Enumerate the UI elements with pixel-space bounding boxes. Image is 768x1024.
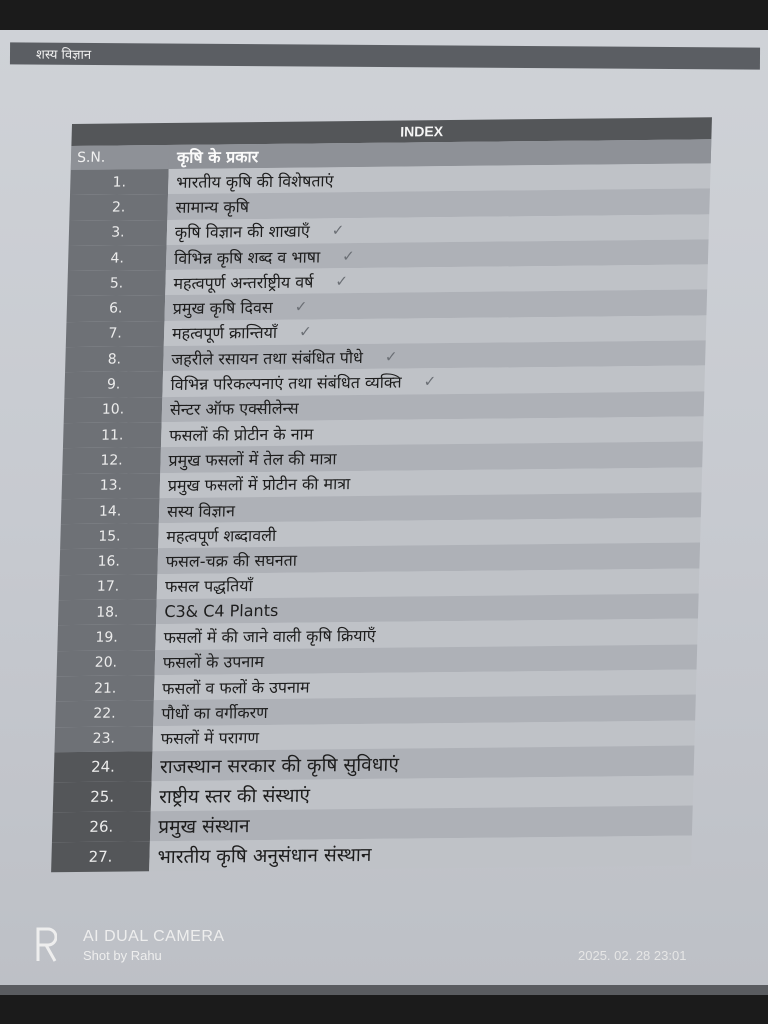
row-serial-number: 13. — [62, 473, 161, 499]
row-serial-number: 27. — [51, 841, 150, 872]
row-topic-text: प्रमुख कृषि दिवस — [172, 298, 274, 319]
row-topic-text: फसलों में परागण — [160, 728, 260, 749]
row-serial-number: 5. — [67, 270, 166, 296]
index-table — [51, 117, 712, 872]
row-serial-number: 18. — [58, 599, 157, 625]
row-topic-text: महत्वपूर्ण अन्तर्राष्ट्रीय वर्ष — [173, 272, 314, 293]
row-serial-number: 3. — [69, 220, 168, 246]
row-serial-number: 4. — [68, 245, 167, 271]
row-topic-text: राष्ट्रीय स्तर की संस्थाएं — [158, 784, 311, 808]
row-serial-number: 10. — [64, 397, 163, 423]
name-column-header: कृषि के प्रकार — [169, 139, 712, 169]
row-serial-number: 23. — [54, 726, 153, 752]
photo-timestamp: 2025. 02. 28 23:01 — [578, 948, 687, 963]
row-serial-number: 20. — [57, 650, 156, 676]
checkmark-icon: ✓ — [423, 372, 437, 391]
row-topic-text: महत्वपूर्ण शब्दावली — [166, 525, 277, 546]
row-topic-text: कृषि विज्ञान की शाखाएँ — [174, 221, 310, 243]
row-topic — [149, 835, 692, 871]
checkmark-icon: ✓ — [294, 297, 308, 316]
row-topic-text: C3& C4 Plants — [164, 601, 279, 622]
checkmark-icon: ✓ — [384, 347, 398, 366]
row-topic-text: सामान्य कृषि — [175, 197, 250, 217]
row-topic-text: सेन्टर ऑफ एक्सीलेन्स — [169, 398, 299, 420]
row-serial-number: 17. — [59, 574, 158, 600]
row-serial-number: 22. — [55, 700, 154, 726]
checkmark-icon: ✓ — [298, 322, 312, 342]
index-title: INDEX — [400, 123, 444, 140]
row-serial-number: 15. — [60, 523, 159, 549]
realme-logo-icon — [35, 925, 57, 963]
row-serial-number: 21. — [56, 675, 155, 701]
row-topic-text: फसलों की प्रोटीन के नाम — [169, 424, 314, 445]
row-serial-number: 7. — [66, 321, 165, 347]
row-topic-text: भारतीय कृषि की विशेषताएं — [176, 170, 334, 192]
page-bottom-strip — [0, 985, 768, 995]
row-topic-text: प्रमुख संस्थान — [158, 815, 250, 838]
row-serial-number: 11. — [63, 422, 162, 448]
row-topic-text: महत्वपूर्ण क्रान्तियाँ — [171, 323, 278, 344]
row-topic-text: फसल-चक्र की सघनता — [165, 550, 298, 572]
row-topic-text: जहरीले रसायन तथा संबंधित पौधे — [171, 347, 364, 369]
row-topic-text: राजस्थान सरकार की कृषि सुविधाएं — [159, 753, 400, 778]
row-serial-number: 12. — [62, 447, 161, 473]
checkmark-icon: ✓ — [331, 221, 345, 240]
row-serial-number: 1. — [70, 169, 169, 195]
row-serial-number: 6. — [66, 296, 165, 322]
checkmark-icon: ✓ — [341, 246, 356, 265]
row-serial-number: 26. — [52, 811, 151, 842]
row-serial-number: 25. — [53, 781, 152, 812]
row-topic-text: फसलों में की जाने वाली कृषि क्रियाएँ — [163, 625, 376, 648]
row-topic-text: प्रमुख फसलों में तेल की मात्रा — [168, 449, 337, 470]
row-topic-text: फसलों के उपनाम — [162, 652, 265, 673]
row-topic-text: सस्य विज्ञान — [166, 500, 236, 521]
shot-by-label: Shot by Rahu — [83, 948, 162, 963]
row-serial-number: 16. — [59, 549, 158, 575]
row-serial-number: 2. — [69, 194, 168, 220]
checkmark-icon: ✓ — [335, 271, 349, 291]
row-serial-number: 19. — [57, 624, 156, 650]
sn-column-header: S.N. — [71, 145, 170, 170]
row-topic-text: विभिन्न कृषि शब्द व भाषा — [173, 246, 321, 268]
row-serial-number: 9. — [64, 371, 163, 397]
row-topic-text: विभिन्न परिकल्पनाएं तथा संबंधित व्यक्ति — [170, 372, 402, 394]
row-topic-text: पौधों का वर्गीकरण — [161, 702, 269, 723]
row-serial-number: 8. — [65, 346, 164, 372]
row-serial-number: 24. — [54, 751, 153, 782]
section-title: शस्य विज्ञान — [35, 47, 92, 63]
row-topic-text: फसलों व फलों के उपनाम — [161, 677, 310, 698]
row-serial-number: 14. — [61, 498, 160, 524]
camera-label: AI DUAL CAMERA — [83, 928, 225, 945]
row-topic-text: भारतीय कृषि अनुसंधान संस्थान — [157, 843, 372, 868]
row-topic-text: फसल पद्धतियाँ — [164, 576, 253, 597]
row-topic-text: प्रमुख फसलों में प्रोटीन की मात्रा — [167, 474, 351, 496]
